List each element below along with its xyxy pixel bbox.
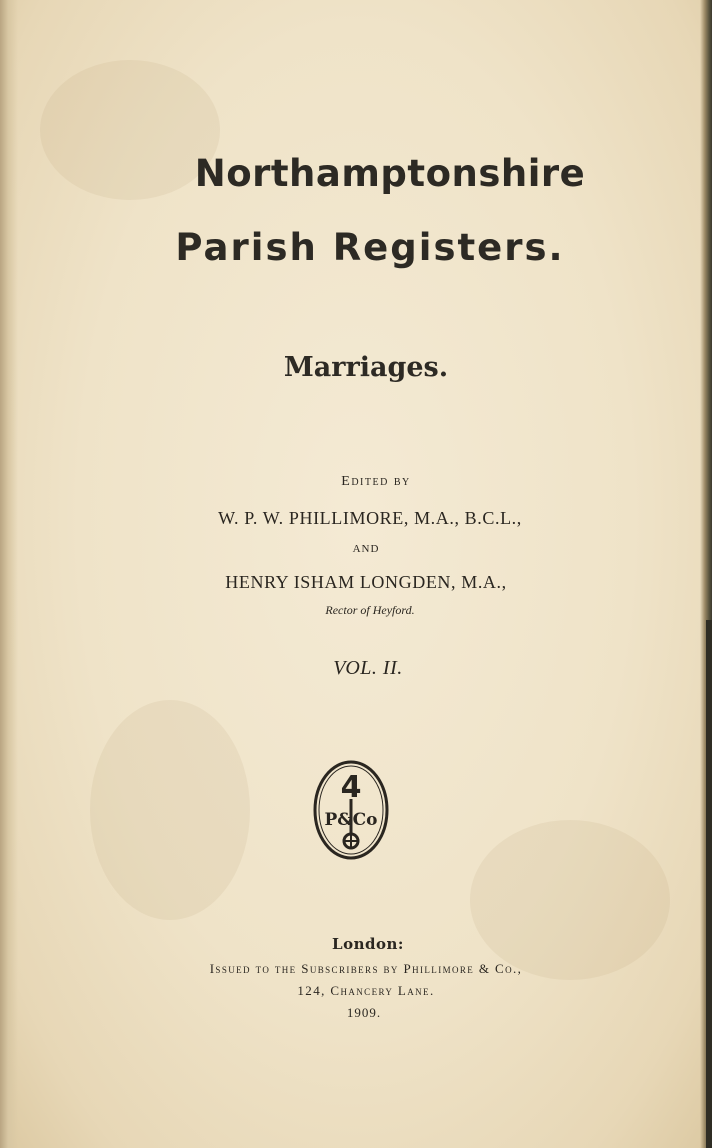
editor-name-1: W. P. W. PHILLIMORE, M.A., B.C.L., — [218, 508, 522, 528]
title-line-2: Parish Registers. — [175, 226, 565, 269]
imprint-address: 124, Chancery Lane. — [297, 983, 435, 998]
title-line-1: Northamptonshire — [194, 152, 586, 195]
imprint-year: 1909. — [346, 1005, 382, 1020]
publisher-monogram-icon — [311, 759, 391, 861]
paper-stain — [90, 700, 250, 920]
book-cover-edge — [706, 620, 712, 1148]
subtitle: Marriages. — [283, 352, 449, 383]
imprint-place: London: — [332, 935, 404, 953]
edited-by-label: Edited by — [341, 474, 411, 489]
volume-number: VOL. II. — [333, 657, 403, 679]
paper-stain — [470, 820, 670, 980]
publisher-mark-number: 4 — [340, 770, 362, 805]
publisher-mark-monogram: P&Co — [324, 810, 378, 830]
editor-name-2: HENRY ISHAM LONGDEN, M.A., — [225, 572, 507, 592]
and-label: AND — [352, 543, 380, 555]
editor-2-title: Rector of Heyford. — [325, 603, 415, 617]
imprint-publisher: Issued to the Subscribers by Phillimore & Co., — [209, 961, 523, 976]
